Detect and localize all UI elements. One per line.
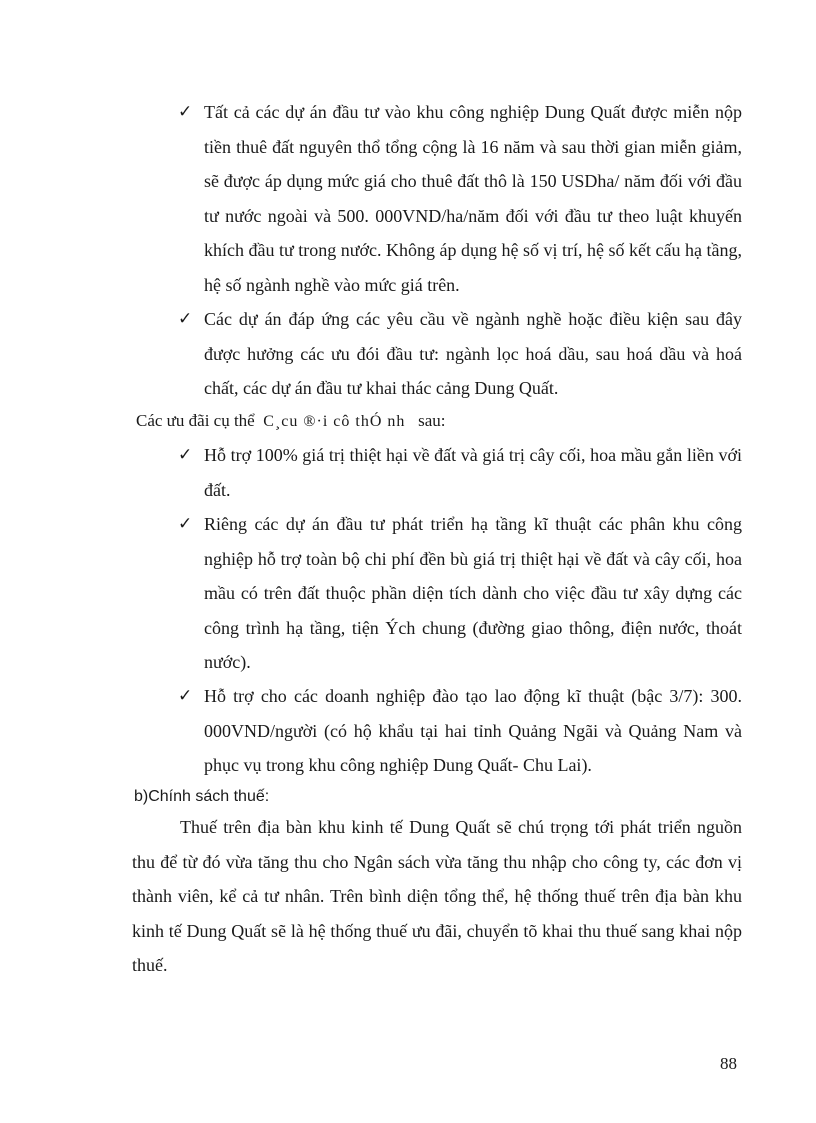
section-heading-tax-policy: b)Chính sách thuế:: [134, 788, 270, 805]
page-number: 88: [720, 1054, 737, 1073]
bullet-text: Tất cả các dự án đầu tư vào khu công nghiệp Dung Quất được miễn nộp tiền thuê đất nguyên thổ tổng cộng là 16 năm và sau thời gian miễn giảm, sẽ được áp dụng mức giá cho thuê đất thô là 150 USDha/ năm đối với đầu tư nước ngoài và 500. 000VND/ha/năm đối với đầu tư theo luật khuyến khích đầu tư trong nước. Không áp dụng hệ số vị trí, hệ số kết cấu hạ tầng, hệ số ngành nghề vào mức giá trên.: [204, 102, 742, 295]
bullet-eligible-projects: [178, 302, 742, 406]
bullet-text: Hỗ trợ 100% giá trị thiệt hại về đất và giá trị cây cối, hoa mầu gắn liền với đất.: [204, 445, 742, 500]
checkmark-icon: ✓: [178, 514, 193, 534]
bullet-training-support: [178, 679, 742, 783]
checkmark-icon: ✓: [178, 102, 193, 122]
bullet-text: Riêng các dự án đầu tư phát triển hạ tầng kĩ thuật các phân khu công nghiệp hỗ trợ toàn bộ chi phí đền bù giá trị thiệt hại về đất và cây cối, hoa mầu có trên đất thuộc phần diện tích dành cho việc đầu tư xây dựng các công trình hạ tầng, tiện Ých chung (đường giao thông, điện nước, thoát nước).: [204, 514, 742, 672]
incentives-intro-line: [136, 411, 446, 431]
bullet-land-rent-exemption: [178, 95, 742, 302]
bullet-infrastructure-support: [178, 507, 742, 680]
bullet-compensation-support: [178, 438, 742, 507]
intro-lead: Các ưu đãi cụ thể: [136, 411, 255, 430]
checkmark-icon: ✓: [178, 686, 193, 706]
checkmark-icon: ✓: [178, 309, 193, 329]
bullet-text: Các dự án đáp ứng các yêu cầu về ngành nghề hoặc điều kiện sau đây được hưởng các ưu đói đầu tư: ngành lọc hoá dầu, sau hoá dầu và hoá chất, các dự án đầu tư khai thác cảng Dung Quất.: [204, 309, 742, 398]
tax-policy-paragraph: Thuế trên địa bàn khu kinh tế Dung Quất sẽ chú trọng tới phát triển nguồn thu để từ đó vừa tăng thu cho Ngân sách vừa tăng thu nhập cho công ty, các đơn vị thành viên, kể cả tư nhân. Trên bình diện tổng thể, hệ thống thuế trên địa bàn khu kinh tế Dung Quất sẽ là hệ thống thuế ưu đãi, chuyển tõ khai thu thuế sang khai nộp thuế.: [132, 817, 742, 975]
checkmark-icon: ✓: [178, 445, 193, 465]
intro-garbled-text: C¸cu ®·i cô thÓ nh: [263, 413, 406, 430]
bullet-text: Hỗ trợ cho các doanh nghiệp đào tạo lao động kĩ thuật (bậc 3/7): 300. 000VND/người (có hộ khẩu tại hai tỉnh Quảng Ngãi và Quảng Nam và phục vụ trong khu công nghiệp Dung Quất- Chu Lai).: [204, 686, 742, 775]
intro-tail: sau:: [418, 411, 446, 430]
